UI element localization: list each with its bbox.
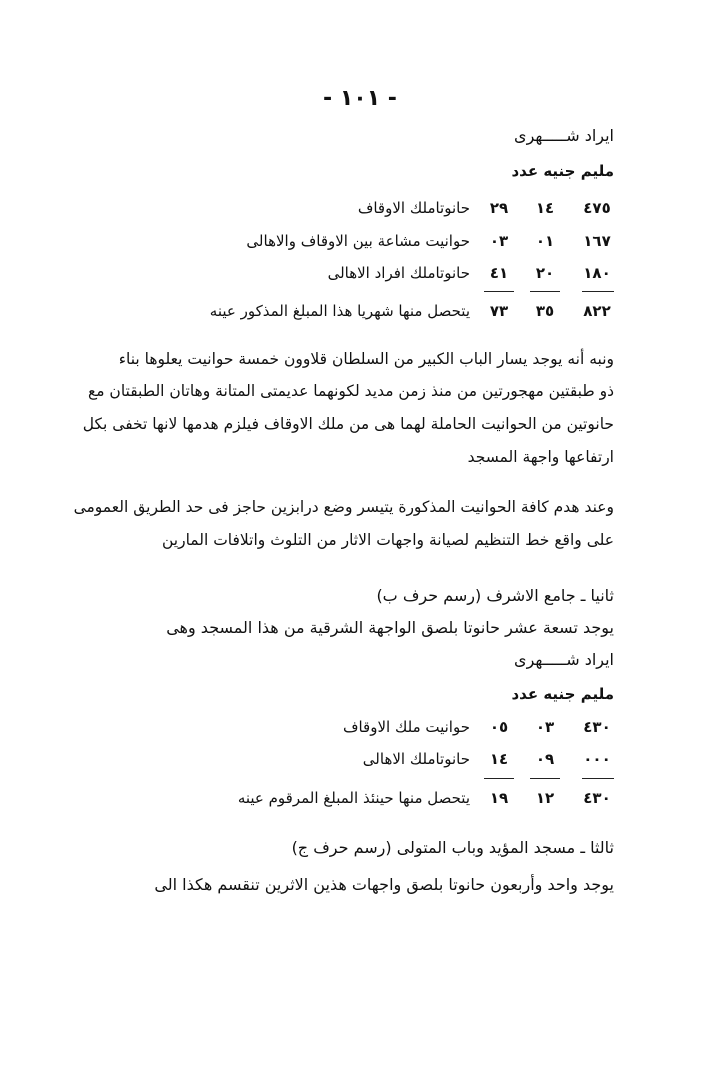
count-cell: ٠٥ xyxy=(489,718,509,736)
paragraph-line: على واقع خط التنظيم لصيانة واجهات الاثار من التلوث واتلافات المارين xyxy=(161,531,614,549)
section-2-title: ثانيا ـ جامع الاشرف (رسم حرف ب) xyxy=(376,586,614,605)
table2-heading: ايراد شـــــهرى xyxy=(514,650,614,669)
sum-rule xyxy=(582,291,614,292)
page-number: - ١٠١ - xyxy=(323,86,397,111)
paragraph-line: ارتفاعها واجهة المسجد xyxy=(467,448,614,466)
total-description: يتحصل منها شهريا هذا المبلغ المذكور عينه xyxy=(209,302,470,320)
paragraph-line: حانوتين من الحوانيت الحاملة لهما هى من ملك الاوقاف فيلزم هدمها لانها تخفى بكل xyxy=(82,415,614,433)
paragraph-line: ذو طبقتين مهجورتين من منذ زمن مديد لكونهما عديمتى المتانة وهاتان الطبقتان مع xyxy=(87,382,614,400)
pound-cell: ١٤ xyxy=(535,199,555,217)
sum-rule xyxy=(530,778,560,779)
sum-rule xyxy=(582,778,614,779)
description-cell: حوانيت مشاعة بين الاوقاف والاهالى xyxy=(246,232,470,250)
table1-heading: ايراد شـــــهرى xyxy=(514,126,614,145)
millieme-cell: ٤٣٠ xyxy=(583,718,611,736)
table2-column-headers: مليم جنيه عدد xyxy=(511,685,614,703)
sum-rule xyxy=(530,291,560,292)
pound-cell: ٠١ xyxy=(535,232,555,250)
table1-column-headers: مليم جنيه عدد xyxy=(511,162,614,180)
count-cell: ٠٣ xyxy=(489,232,509,250)
millieme-cell: ١٨٠ xyxy=(583,264,611,282)
pound-cell: ٢٠ xyxy=(535,264,555,282)
count-total: ١٩ xyxy=(489,789,509,807)
millieme-total: ٨٢٢ xyxy=(583,302,611,320)
millieme-total: ٤٣٠ xyxy=(583,789,611,807)
pound-total: ٣٥ xyxy=(535,302,555,320)
sum-rule xyxy=(484,291,514,292)
total-description: يتحصل منها حينئذ المبلغ المرقوم عينه xyxy=(237,789,470,807)
description-cell: حانوتاملك الاهالى xyxy=(362,750,470,768)
description-cell: حانوتاملك الاوقاف xyxy=(357,199,470,217)
paragraph-line: وعند هدم كافة الحوانيت المذكورة يتيسر وضع درابزين حاجز فى حد الطريق العمومى xyxy=(73,498,614,516)
count-cell: ٢٩ xyxy=(489,199,509,217)
paragraph-line: ونبه أنه يوجد يسار الباب الكبير من السلطان قلاوون خمسة حوانيت يعلوها بناء xyxy=(118,350,614,368)
pound-total: ١٢ xyxy=(535,789,555,807)
millieme-cell: ٤٧٥ xyxy=(583,199,611,217)
description-cell: حوانيت ملك الاوقاف xyxy=(342,718,470,736)
count-cell: ٤١ xyxy=(489,264,509,282)
millieme-cell: ٠٠٠ xyxy=(583,750,611,768)
millieme-cell: ١٦٧ xyxy=(583,232,611,250)
pound-cell: ٠٩ xyxy=(535,750,555,768)
section-3-title: ثالثا ـ مسجد المؤيد وباب المتولى (رسم حرف ج) xyxy=(291,838,614,857)
sum-rule xyxy=(484,778,514,779)
pound-cell: ٠٣ xyxy=(535,718,555,736)
count-total: ٧٣ xyxy=(489,302,509,320)
section-3-intro: يوجد واحد وأربعون حانوتا بلصق واجهات هذين الاثرين تنقسم هكذا الى xyxy=(154,875,614,894)
count-cell: ١٤ xyxy=(489,750,509,768)
section-2-intro: يوجد تسعة عشر حانوتا بلصق الواجهة الشرقية من هذا المسجد وهى xyxy=(166,618,614,637)
description-cell: حانوتاملك افراد الاهالى xyxy=(327,264,470,282)
